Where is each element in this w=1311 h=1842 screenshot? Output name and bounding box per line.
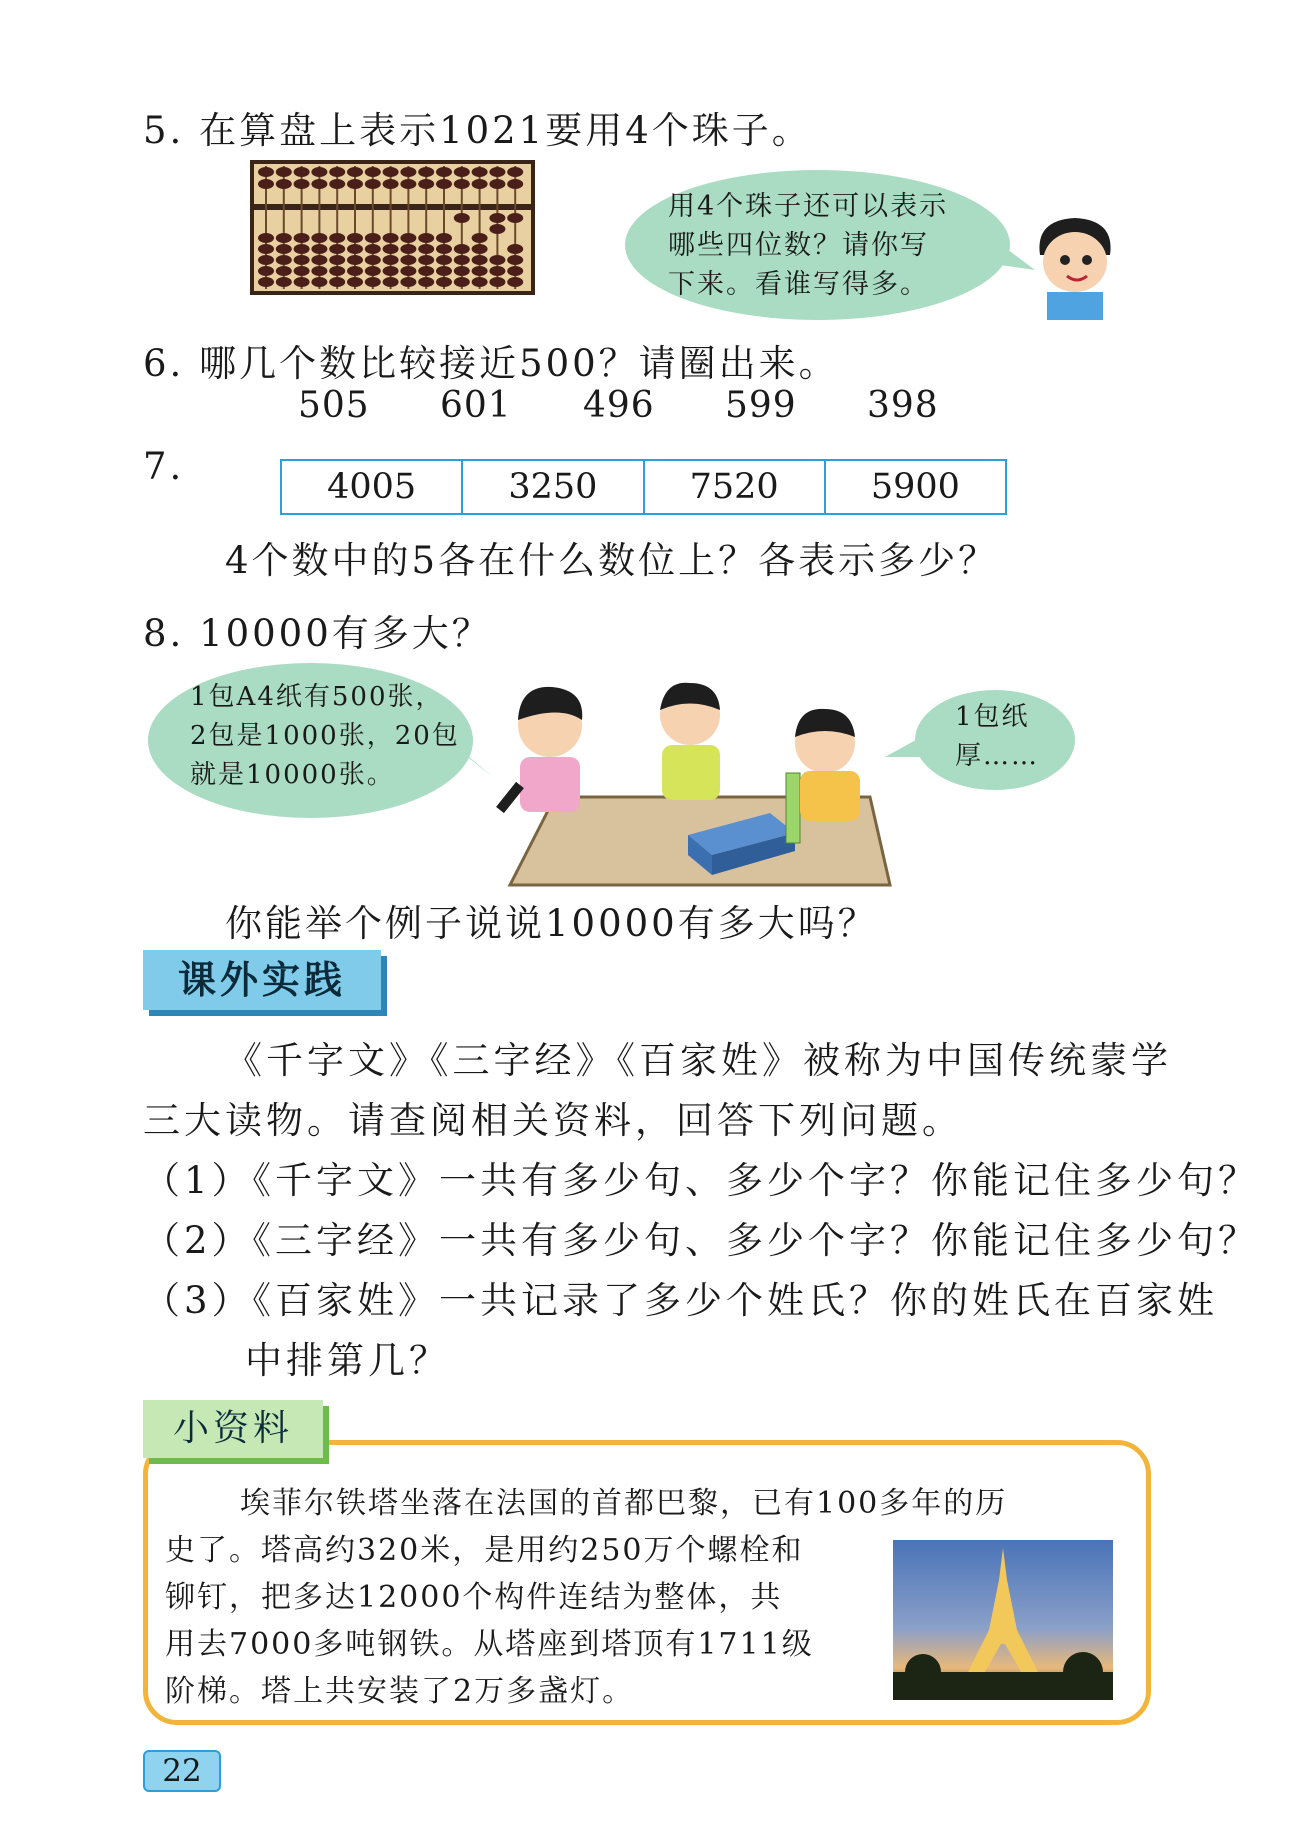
abacus-bead: [472, 233, 488, 243]
number-table: [280, 459, 1007, 515]
abacus-bead: [294, 255, 310, 265]
number-item: 398: [867, 385, 939, 426]
abacus-bead: [472, 266, 488, 276]
abacus-bead: [347, 233, 363, 243]
abacus-bead: [400, 244, 416, 254]
abacus-bead: [507, 213, 523, 223]
abacus-bead: [507, 277, 523, 287]
abacus-bead: [329, 277, 345, 287]
abacus-bead: [347, 255, 363, 265]
abacus-bead: [258, 277, 274, 287]
practice-item-1: （1）《千字文》一共有多少句、多少个字？你能记住多少句？: [143, 1159, 1260, 1202]
abacus-bead: [418, 255, 434, 265]
abacus-bead: [507, 255, 523, 265]
number-item: 601: [440, 385, 512, 426]
info-line-5: 阶梯。塔上共安装了2万多盏灯。: [165, 1674, 635, 1709]
abacus-bead: [454, 277, 470, 287]
abacus-bead: [489, 255, 505, 265]
question-8: 8. 10000有多大？: [143, 612, 492, 655]
abacus-bead: [436, 244, 452, 254]
abacus-bead: [311, 167, 327, 177]
abacus-bead: [489, 277, 505, 287]
abacus-bead: [400, 255, 416, 265]
abacus-bead: [472, 255, 488, 265]
info-line-2: 史了。塔高约320米，是用约250万个螺栓和: [165, 1533, 804, 1568]
abacus-bead: [418, 167, 434, 177]
abacus-bead: [329, 167, 345, 177]
section-heading-info: 小资料: [143, 1400, 323, 1458]
abacus-bead: [311, 266, 327, 276]
abacus-bead: [294, 179, 310, 189]
abacus-bead: [383, 266, 399, 276]
bubble-text-left: [190, 678, 460, 795]
practice-intro-line1: 《千字文》《三字经》《百家姓》被称为中国传统蒙学: [225, 1039, 1172, 1082]
table-cell: 3250: [462, 460, 643, 514]
abacus-bead: [400, 233, 416, 243]
abacus-bead: [472, 244, 488, 254]
abacus-bead: [454, 244, 470, 254]
question-8-text: 你能举个例子说说10000有多大吗？: [225, 902, 878, 945]
abacus-bead: [454, 167, 470, 177]
eiffel-tower-photo: [893, 1540, 1113, 1700]
practice-item-3: （3）《百家姓》一共记录了多少个姓氏？你的姓氏在百家姓: [143, 1279, 1219, 1322]
abacus-bead: [276, 179, 292, 189]
abacus-bead: [329, 266, 345, 276]
abacus-bead: [365, 167, 381, 177]
practice-intro-line2: 三大读物。请查阅相关资料，回答下列问题。: [143, 1099, 963, 1142]
abacus-bead: [454, 255, 470, 265]
abacus-bead: [400, 277, 416, 287]
abacus-bead: [507, 266, 523, 276]
abacus-bead: [311, 277, 327, 287]
abacus-bead: [294, 266, 310, 276]
table-cell: 7520: [644, 460, 825, 514]
abacus-bead: [276, 255, 292, 265]
abacus-bead: [365, 277, 381, 287]
abacus-bead: [294, 244, 310, 254]
abacus-bead: [258, 244, 274, 254]
abacus-bead: [400, 266, 416, 276]
abacus-bead: [472, 277, 488, 287]
abacus-bead: [436, 167, 452, 177]
abacus-bead: [276, 244, 292, 254]
section-heading-practice: 课外实践: [143, 950, 381, 1010]
abacus-bead: [276, 167, 292, 177]
abacus-bead: [418, 266, 434, 276]
abacus-bead: [365, 244, 381, 254]
abacus-bead: [507, 167, 523, 177]
table-cell: 4005: [281, 460, 462, 514]
boy-illustration: [1025, 210, 1125, 320]
abacus-bead: [258, 255, 274, 265]
abacus-bead: [311, 179, 327, 189]
abacus-bead: [365, 255, 381, 265]
page-number: 22: [143, 1750, 221, 1792]
abacus-bead: [418, 233, 434, 243]
bubble-line: 1包A4纸有500张，: [190, 682, 444, 712]
abacus-bead: [311, 244, 327, 254]
question-7-text: 4个数中的5各在什么数位上？各表示多少？: [225, 539, 999, 582]
abacus-bead: [418, 244, 434, 254]
abacus-bead: [383, 255, 399, 265]
abacus-bead: [507, 179, 523, 189]
info-line-3: 铆钉，把多达12000个构件连结为整体，共: [165, 1580, 783, 1615]
practice-item-2: （2）《三字经》一共有多少句、多少个字？你能记住多少句？: [143, 1219, 1260, 1262]
abacus-bead: [472, 179, 488, 189]
abacus-bead: [472, 167, 488, 177]
question-6: 6. 哪几个数比较接近500？请圈出来。: [143, 342, 839, 385]
abacus-bead: [436, 266, 452, 276]
abacus-bead: [329, 244, 345, 254]
abacus-bead: [489, 213, 505, 223]
info-line-4: 用去7000多吨钢铁。从塔座到塔顶有1711级: [165, 1627, 814, 1662]
abacus-bead: [436, 179, 452, 189]
abacus-bead: [347, 179, 363, 189]
abacus-bead: [436, 255, 452, 265]
info-line-1: 埃菲尔铁塔坐落在法国的首都巴黎，已有100多年的历: [240, 1486, 1008, 1521]
abacus-bead: [383, 277, 399, 287]
abacus-bead: [418, 179, 434, 189]
abacus-bead: [436, 233, 452, 243]
abacus-bead: [329, 255, 345, 265]
abacus-bead: [383, 179, 399, 189]
abacus-bead: [294, 277, 310, 287]
abacus-bead: [489, 167, 505, 177]
abacus-bead: [276, 277, 292, 287]
number-item: 505: [298, 385, 370, 426]
abacus-bead: [258, 167, 274, 177]
abacus-bead: [311, 233, 327, 243]
abacus-bead: [311, 255, 327, 265]
abacus-bead: [365, 233, 381, 243]
abacus-bead: [329, 233, 345, 243]
bubble-line: 1包纸: [955, 702, 1030, 732]
bubble-line: 下来。看谁写得多。: [668, 269, 929, 300]
abacus-bead: [489, 224, 505, 234]
abacus-bead: [454, 213, 470, 223]
abacus-bead: [347, 277, 363, 287]
number-item: 496: [583, 385, 655, 426]
abacus-bead: [489, 266, 505, 276]
abacus-bead: [329, 179, 345, 189]
bubble-line: 厚……: [955, 741, 1040, 771]
bubble-line: 哪些四位数？请你写: [668, 230, 929, 261]
abacus-bead: [454, 266, 470, 276]
abacus-bead: [258, 179, 274, 189]
question-5: 5. 在算盘上表示1021要用4个珠子。: [143, 109, 812, 152]
abacus-bead: [454, 179, 470, 189]
abacus-bead: [383, 233, 399, 243]
abacus-bead: [294, 167, 310, 177]
abacus-bead: [276, 233, 292, 243]
abacus-bead: [258, 233, 274, 243]
number-item: 599: [725, 385, 797, 426]
abacus-bead: [507, 244, 523, 254]
abacus-bead: [347, 266, 363, 276]
abacus-bead: [365, 179, 381, 189]
abacus-bead: [400, 179, 416, 189]
abacus-bead: [383, 167, 399, 177]
abacus-bead: [347, 167, 363, 177]
abacus-illustration: [250, 160, 535, 295]
abacus-bead: [365, 266, 381, 276]
abacus-bead: [383, 244, 399, 254]
practice-item-3-cont: 中排第几？: [245, 1339, 450, 1382]
abacus-bead: [276, 266, 292, 276]
table-cell: 5900: [825, 460, 1006, 514]
bubble-line: 就是10000张。: [190, 760, 395, 790]
question-7-label: 7.: [143, 445, 185, 488]
abacus-bead: [294, 233, 310, 243]
bubble-tail-left: [455, 745, 495, 785]
abacus-bead: [489, 179, 505, 189]
bubble-text-q5: [668, 187, 948, 304]
bubble-line: 用4个珠子还可以表示: [668, 191, 949, 222]
abacus-bead: [347, 244, 363, 254]
abacus-bead: [436, 277, 452, 287]
children-measuring-paper-illustration: [490, 665, 900, 890]
abacus-bead: [400, 167, 416, 177]
abacus-bead: [418, 277, 434, 287]
bubble-text-right: [955, 698, 1039, 776]
bubble-line: 2包是1000张，20包: [190, 721, 460, 751]
abacus-bead: [258, 266, 274, 276]
